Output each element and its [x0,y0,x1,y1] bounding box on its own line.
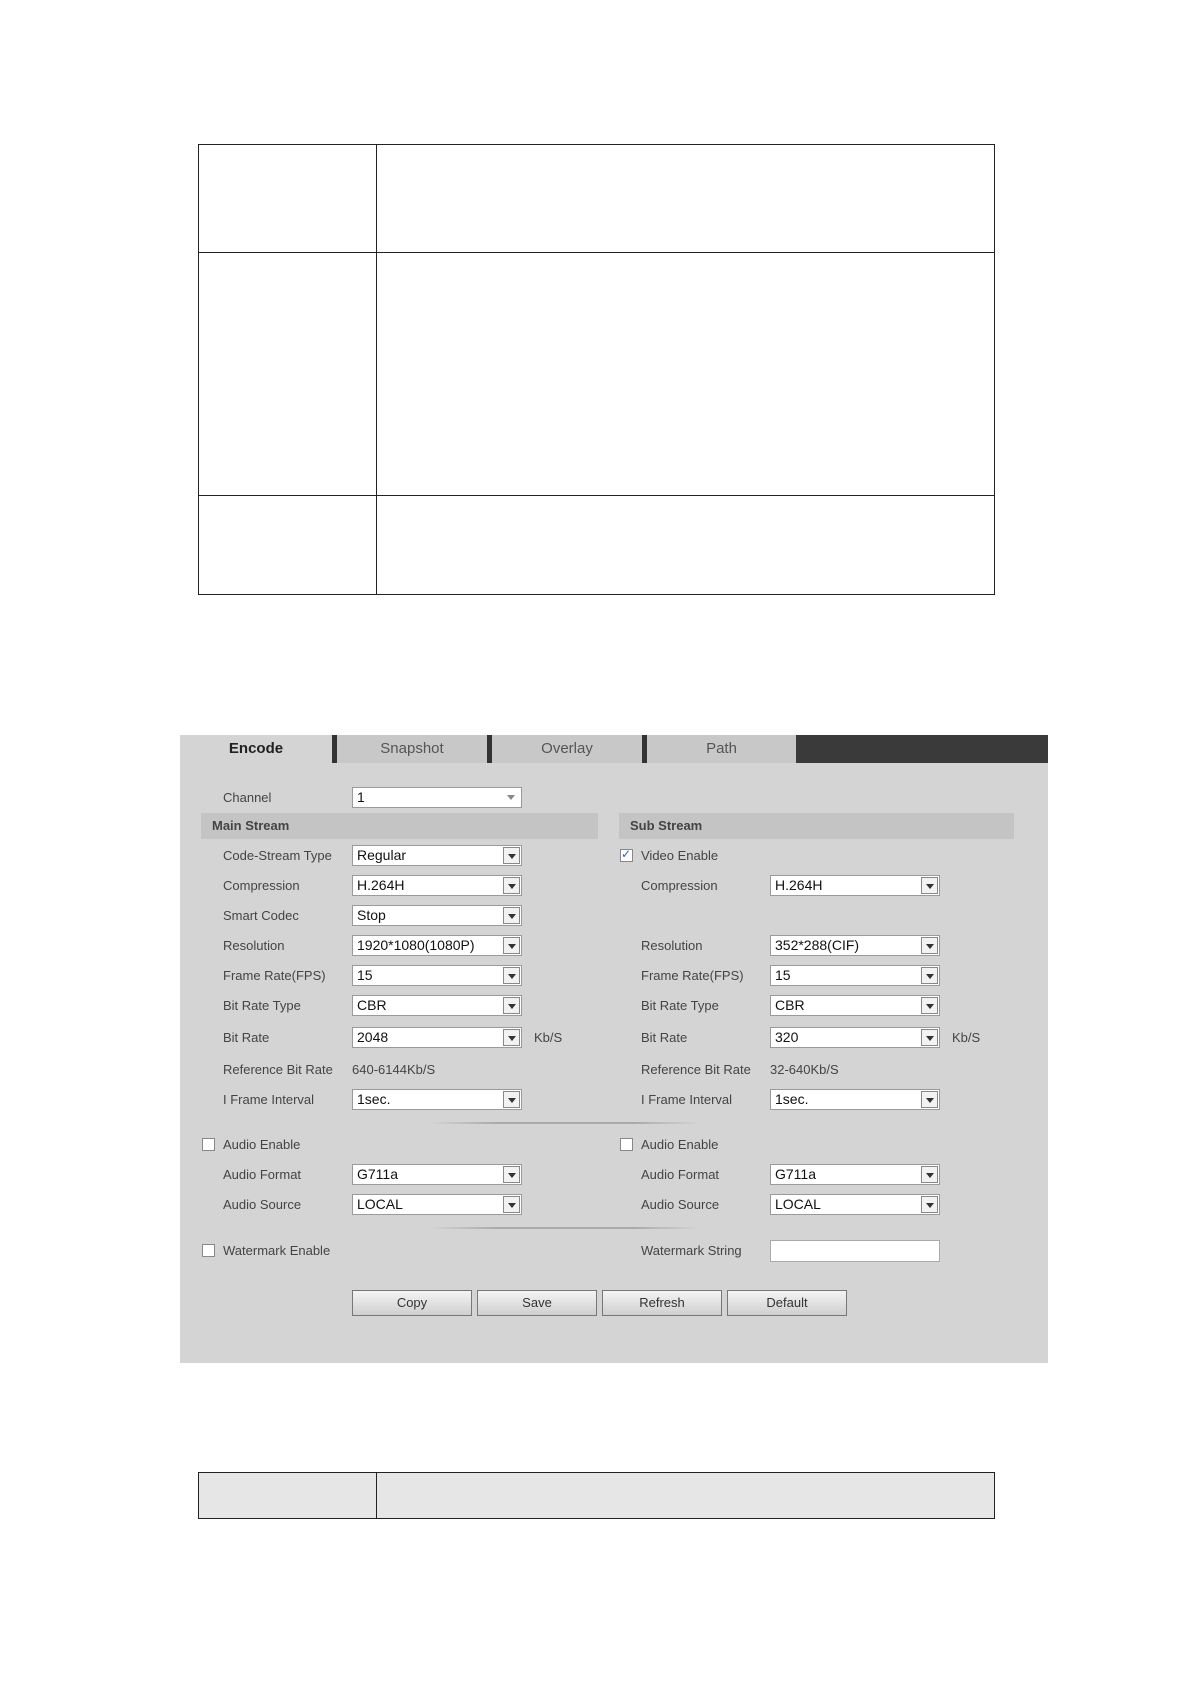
sub-compression-value: H.264H [775,877,823,893]
smart-codec-label: Smart Codec [223,908,299,923]
main-audio-format-label: Audio Format [223,1167,302,1182]
main-audio-enable-label: Audio Enable [223,1137,301,1152]
main-audio-enable-checkbox[interactable] [202,1138,215,1151]
channel-value: 1 [357,789,365,805]
chevron-down-icon [921,877,938,894]
sub-resolution-select[interactable] [770,935,940,956]
chevron-down-icon [921,997,938,1014]
chevron-down-icon [503,907,520,924]
main-frame-rate-value: 15 [357,967,373,983]
main-audio-source-value: LOCAL [357,1196,403,1212]
document-table-header [198,1472,995,1519]
chevron-down-icon [503,1029,520,1046]
main-audio-format-select[interactable] [352,1164,522,1185]
watermark-enable-label: Watermark Enable [223,1243,331,1258]
sub-resolution-value: 352*288(CIF) [775,937,860,953]
table-row [199,252,994,496]
table-column-divider [376,145,377,594]
sub-bit-rate-value: 320 [775,1029,799,1045]
sub-bit-rate-type-select[interactable] [770,995,940,1016]
table-row [199,145,994,253]
code-stream-type-value: Regular [357,847,407,863]
smart-codec-value: Stop [357,907,386,923]
main-resolution-select[interactable] [352,935,522,956]
table-row [199,495,994,595]
code-stream-type-label: Code-Stream Type [223,848,332,863]
main-bit-rate-label: Bit Rate [223,1030,270,1045]
main-compression-label: Compression [223,878,300,893]
watermark-string-input[interactable] [770,1240,940,1262]
main-bit-rate-type-select[interactable] [352,995,522,1016]
sub-frame-rate-select[interactable] [770,965,940,986]
channel-label: Channel [223,790,272,805]
tab-path[interactable]: Path [642,735,796,763]
sub-audio-format-value: G711a [775,1166,816,1182]
sub-bit-rate-label: Bit Rate [641,1030,688,1045]
sub-audio-format-select[interactable] [770,1164,940,1185]
sub-compression-label: Compression [641,878,718,893]
chevron-down-icon [503,789,520,806]
video-enable-checkbox[interactable] [620,849,633,862]
sub-reference-bit-rate-label: Reference Bit Rate [641,1062,751,1077]
main-reference-bit-rate-value: 640-6144Kb/S [352,1062,436,1077]
main-compression-select[interactable] [352,875,522,896]
tab-encode[interactable]: Encode [180,735,332,763]
sub-reference-bit-rate-value: 32-640Kb/S [770,1062,839,1077]
code-stream-type-select[interactable] [352,845,522,866]
sub-frame-rate-value: 15 [775,967,791,983]
document-table [198,144,995,595]
sub-bit-rate-unit: Kb/S [952,1030,981,1045]
chevron-down-icon [503,997,520,1014]
sub-frame-rate-label: Frame Rate(FPS) [641,968,744,983]
main-bit-rate-type-label: Bit Rate Type [223,998,301,1013]
main-bit-rate-unit: Kb/S [534,1030,563,1045]
sub-audio-enable-checkbox[interactable] [620,1138,633,1151]
chevron-down-icon [503,937,520,954]
watermark-string-label: Watermark String [641,1243,742,1258]
sub-stream-header: Sub Stream [619,813,1014,839]
sub-bit-rate-type-value: CBR [775,997,805,1013]
chevron-down-icon [503,967,520,984]
main-audio-format-value: G711a [357,1166,398,1182]
chevron-down-icon [503,877,520,894]
chevron-down-icon [921,1166,938,1183]
tab-bar [180,735,1048,763]
main-resolution-label: Resolution [223,938,285,953]
smart-codec-select[interactable] [352,905,522,926]
chevron-down-icon [503,847,520,864]
main-stream-header: Main Stream [201,813,598,839]
save-button[interactable]: Save [477,1290,597,1316]
sub-audio-format-label: Audio Format [641,1167,720,1182]
watermark-enable-checkbox[interactable] [202,1244,215,1257]
chevron-down-icon [921,967,938,984]
main-audio-source-select[interactable] [352,1194,522,1215]
sub-resolution-label: Resolution [641,938,703,953]
sub-audio-source-value: LOCAL [775,1196,821,1212]
tab-snapshot[interactable]: Snapshot [332,735,487,763]
table-column-divider [376,1473,377,1518]
chevron-down-icon [503,1196,520,1213]
main-frame-rate-label: Frame Rate(FPS) [223,968,326,983]
video-enable-label: Video Enable [641,848,719,863]
chevron-down-icon [503,1166,520,1183]
encode-settings-panel [180,735,1048,1363]
default-button[interactable]: Default [727,1290,847,1316]
chevron-down-icon [921,1091,938,1108]
sub-i-frame-interval-value: 1sec. [775,1091,809,1107]
tab-overlay[interactable]: Overlay [487,735,642,763]
main-reference-bit-rate-label: Reference Bit Rate [223,1062,333,1077]
main-i-frame-interval-label: I Frame Interval [223,1092,315,1107]
sub-audio-source-label: Audio Source [641,1197,720,1212]
refresh-button[interactable]: Refresh [602,1290,722,1316]
chevron-down-icon [921,1196,938,1213]
chevron-down-icon [503,1091,520,1108]
sub-bit-rate-select[interactable] [770,1027,940,1048]
main-audio-source-label: Audio Source [223,1197,302,1212]
sub-compression-select[interactable] [770,875,940,896]
main-i-frame-interval-select[interactable] [352,1089,522,1110]
main-i-frame-interval-value: 1sec. [357,1091,391,1107]
sub-i-frame-interval-label: I Frame Interval [641,1092,733,1107]
section-divider [430,1122,700,1124]
copy-button[interactable]: Copy [352,1290,472,1316]
main-bit-rate-type-value: CBR [357,997,387,1013]
main-compression-value: H.264H [357,877,405,893]
sub-audio-source-select[interactable] [770,1194,940,1215]
section-divider [430,1227,700,1229]
chevron-down-icon [921,937,938,954]
chevron-down-icon [921,1029,938,1046]
sub-bit-rate-type-label: Bit Rate Type [641,998,719,1013]
main-bit-rate-select[interactable] [352,1027,522,1048]
channel-select[interactable] [352,787,522,808]
main-bit-rate-value: 2048 [357,1029,389,1045]
main-resolution-value: 1920*1080(1080P) [357,937,475,953]
sub-audio-enable-label: Audio Enable [641,1137,719,1152]
sub-i-frame-interval-select[interactable] [770,1089,940,1110]
main-frame-rate-select[interactable] [352,965,522,986]
